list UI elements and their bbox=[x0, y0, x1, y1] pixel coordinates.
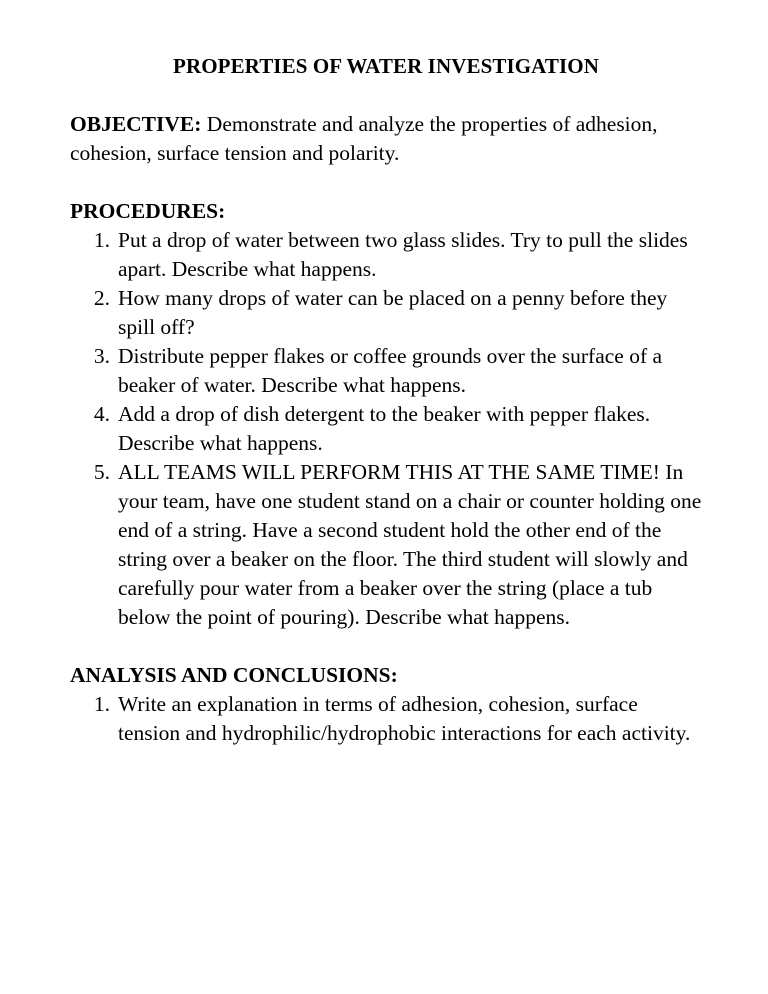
list-item-text: Add a drop of dish detergent to the beaker with pepper flakes. Describe what happens. bbox=[118, 402, 651, 455]
objective-paragraph bbox=[70, 110, 702, 168]
list-item bbox=[70, 226, 702, 284]
list-item bbox=[70, 458, 702, 632]
procedures-list bbox=[70, 226, 702, 632]
list-item bbox=[70, 400, 702, 458]
spacer bbox=[70, 81, 702, 110]
list-item-text: ALL TEAMS WILL PERFORM THIS AT THE SAME TIME! In your team, have one student stand on a chair or counter holding one end of a string. Have a second student hold the other end of the string over a beaker on the floor. The third student will slowly and carefully pour water from a beaker over the string (place a tub below the point of pouring). Describe what happens. bbox=[118, 460, 702, 629]
document-body bbox=[70, 52, 702, 748]
list-item bbox=[70, 342, 702, 400]
list-item-text: Put a drop of water between two glass slides. Try to pull the slides apart. Describe what happens. bbox=[118, 228, 688, 281]
spacer bbox=[70, 632, 702, 661]
list-item-marker: 3. bbox=[93, 344, 110, 368]
list-item-marker: 2. bbox=[93, 286, 110, 310]
procedures-heading: PROCEDURES: bbox=[70, 199, 226, 223]
spacer bbox=[70, 168, 702, 197]
analysis-list bbox=[70, 690, 702, 748]
list-item-marker: 1. bbox=[93, 228, 110, 252]
objective-text: Demonstrate and analyze the properties of adhesion, cohesion, surface tension and polarity. bbox=[70, 112, 658, 165]
objective-label: OBJECTIVE: bbox=[70, 112, 202, 136]
list-item-text: Write an explanation in terms of adhesion, cohesion, surface tension and hydrophilic/hydrophobic interactions for each activity. bbox=[118, 692, 691, 745]
list-item-marker: 4. bbox=[93, 402, 110, 426]
list-item-marker: 5. bbox=[93, 460, 110, 484]
list-item-marker: 1. bbox=[93, 692, 110, 716]
list-item bbox=[70, 690, 702, 748]
analysis-heading: ANALYSIS AND CONCLUSIONS: bbox=[70, 663, 398, 687]
list-item-text: How many drops of water can be placed on a penny before they spill off? bbox=[118, 286, 668, 339]
list-item bbox=[70, 284, 702, 342]
page-title: PROPERTIES OF WATER INVESTIGATION bbox=[173, 54, 599, 78]
list-item-text: Distribute pepper flakes or coffee grounds over the surface of a beaker of water. Describe what happens. bbox=[118, 344, 663, 397]
